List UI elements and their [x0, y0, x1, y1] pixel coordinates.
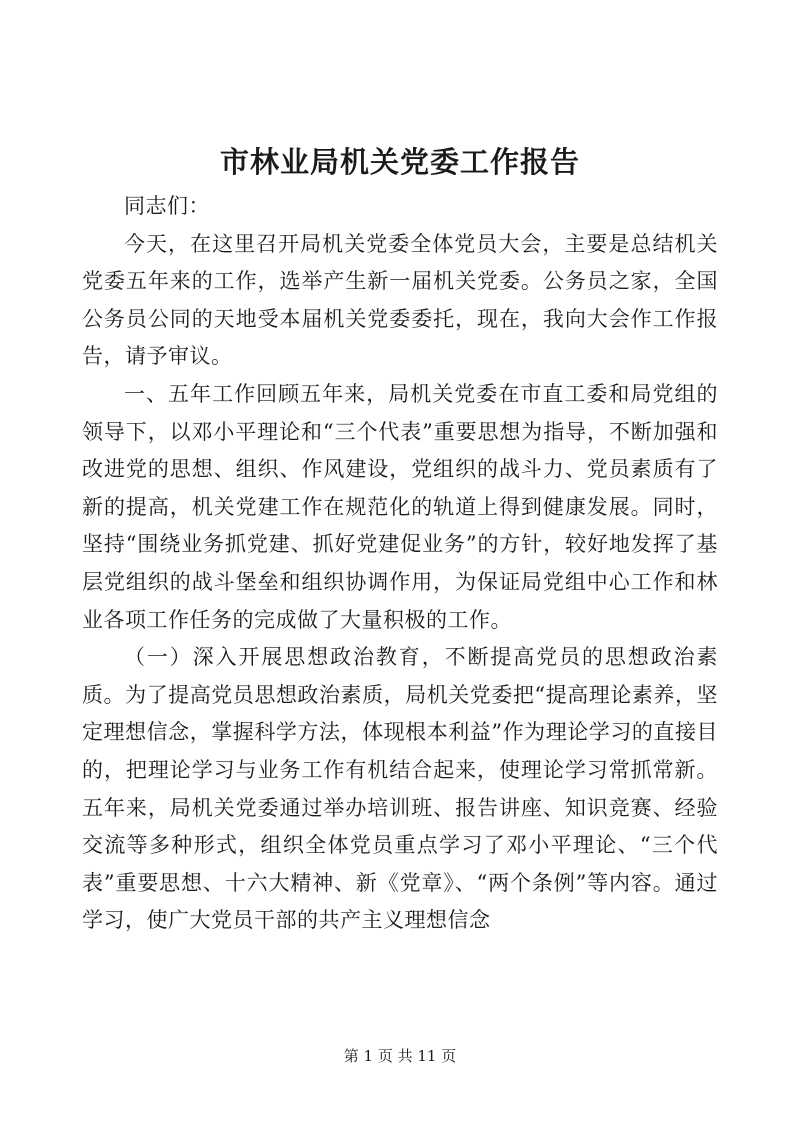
paragraph-review: 一、五年工作回顾五年来，局机关党委在市直工委和局党组的领导下，以邓小平理论和“三个代表”重要思想为指导，不断加强和改进党的思想、组织、作风建设，党组织的战斗力、党员素质有了新的提高，机关党建工作在规范化的轨道上得到健康发展。同时，坚持“围绕业务抓党建、抓好党建促业务”的方针，较好地发挥了基层党组织的战斗堡垒和组织协调作用，为保证局党组中心工作和林业各项工作任务的完成做了大量积极的工作。 [82, 381, 718, 632]
paragraph-intro: 今天，在这里召开局机关党委全体党员大会，主要是总结机关党委五年来的工作，选举产生新一届机关党委。公务员之家，全国公务员公同的天地受本届机关党委委托，现在，我向大会作工作报告，请予审议。 [82, 231, 718, 369]
document-title: 市林业局机关党委工作报告 [219, 145, 580, 179]
page-footer: 第 1 页 共 11 页 [343, 1047, 457, 1065]
greeting: 同志们： [124, 194, 210, 218]
paragraph-education: （一）深入开展思想政治教育，不断提高党员的思想政治素质。为了提高党员思想政治素质，局机关党委把“提高理论素养，坚定理想信念，掌握科学方法，体现根本利益”作为理论学习的直接目的，把理论学习与业务工作有机结合起来，使理论学习常抓常新。五年来，局机关党委通过举办培训班、报告讲座、知识竞赛、经验交流等多种形式，组织全体党员重点学习了邓小平理论、“三个代表”重要思想、十六大精神、新《党章》、“两个条例”等内容。通过学习，使广大党员干部的共产主义理想信念 [82, 645, 718, 933]
document-body [82, 188, 718, 940]
